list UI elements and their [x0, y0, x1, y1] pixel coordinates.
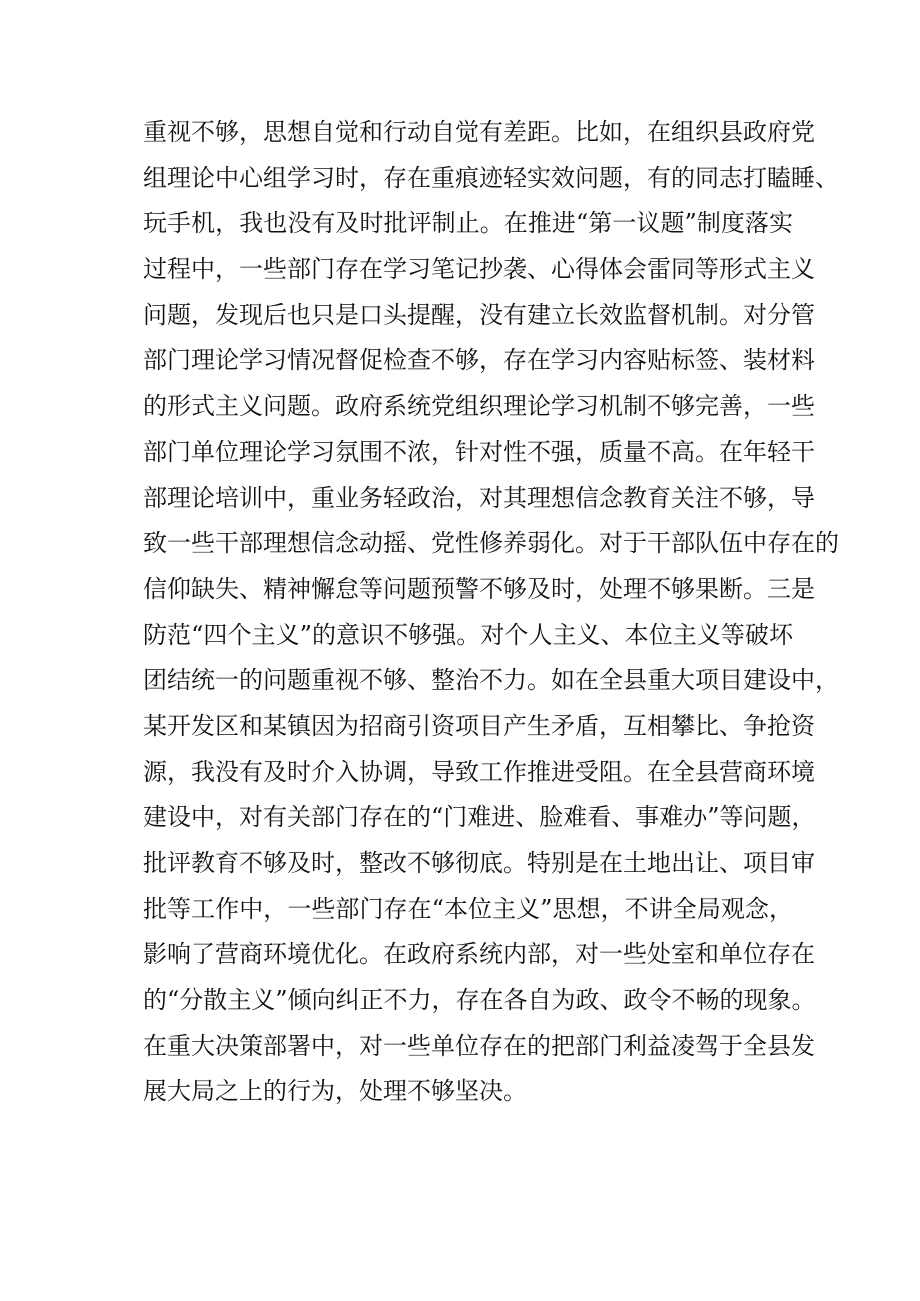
paragraph-line: 部门理论学习情况督促检查不够，存在学习内容贴标签、装材料: [143, 346, 815, 375]
paragraph-line: 团结统一的问题重视不够、整治不力。如在全县重大项目建设中，: [143, 666, 839, 695]
paragraph-line: 某开发区和某镇因为招商引资项目产生矛盾，互相攀比、争抢资: [143, 711, 815, 740]
paragraph-line: 部理论培训中，重业务轻政治，对其理想信念教育关注不够，导: [143, 483, 815, 512]
paragraph-line: 建设中，对有关部门存在的“门难进、脸难看、事难办”等问题，: [143, 803, 816, 832]
paragraph-line: 玩手机，我也没有及时批评制止。在推进“第一议题”制度落实: [143, 209, 793, 238]
paragraph-line: 展大局之上的行为，处理不够坚决。: [143, 1077, 527, 1106]
paragraph-line: 组理论中心组学习时，存在重痕迹轻实效问题，有的同志打瞌睡、: [143, 163, 839, 192]
paragraph-line: 批等工作中，一些部门存在“本位主义”思想，不讲全局观念，: [143, 894, 793, 923]
paragraph-line: 在重大决策部署中，对一些单位存在的把部门利益凌驾于全县发: [143, 1031, 815, 1060]
paragraph-line: 源，我没有及时介入协调，导致工作推进受阻。在全县营商环境: [143, 757, 815, 786]
body-paragraph: [143, 110, 839, 1115]
paragraph-line: 过程中，一些部门存在学习笔记抄袭、心得体会雷同等形式主义: [143, 255, 815, 284]
paragraph-line: 防范“四个主义”的意识不够强。对个人主义、本位主义等破坏: [143, 620, 793, 649]
paragraph-line: 的“分散主义”倾向纠正不力，存在各自为政、政令不畅的现象。: [143, 986, 816, 1015]
paragraph-line: 重视不够，思想自觉和行动自觉有差距。比如，在组织县政府党: [143, 118, 815, 146]
paragraph-line: 问题，发现后也只是口头提醒，没有建立长效监督机制。对分管: [143, 300, 815, 329]
paragraph-line: 的形式主义问题。政府系统党组织理论学习机制不够完善，一些: [143, 392, 815, 421]
paragraph-line: 信仰缺失、精神懈怠等问题预警不够及时，处理不够果断。三是: [143, 574, 815, 603]
paragraph-line: 部门单位理论学习氛围不浓，针对性不强，质量不高。在年轻干: [143, 437, 815, 466]
paragraph-line: 影响了营商环境优化。在政府系统内部，对一些处室和单位存在: [143, 940, 815, 969]
paragraph-line: 致一些干部理想信念动摇、党性修养弱化。对于干部队伍中存在的: [143, 529, 839, 558]
paragraph-line: 批评教育不够及时，整改不够彻底。特别是在土地出让、项目审: [143, 849, 815, 877]
